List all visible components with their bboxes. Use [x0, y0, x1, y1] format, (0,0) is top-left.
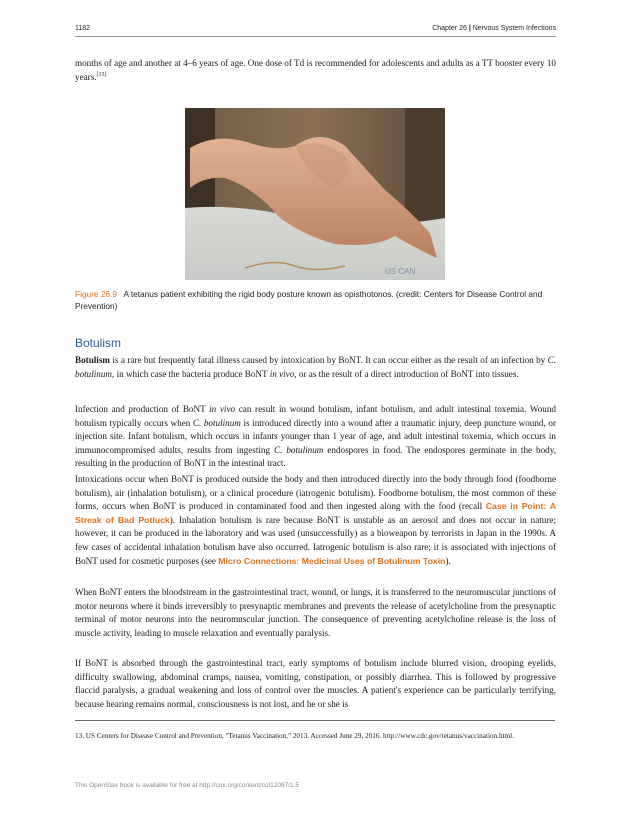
italic-term: in vivo: [209, 404, 236, 414]
svg-text:US CAN: US CAN: [385, 267, 416, 276]
header-rule: [75, 36, 556, 37]
chapter-number: Chapter 26: [432, 25, 467, 32]
page-number: 1182: [75, 25, 91, 32]
page-footer: This OpenStax book is available for free at http://cnx.org/content/col12087/1.5: [75, 782, 300, 789]
key-term: Botulism: [75, 355, 110, 365]
text-span: endospores in food. The endospores germinate in the body, resulting in the production of BoNT in the intestinal tract.: [75, 444, 556, 469]
paragraph-4: When BoNT enters the bloodstream in the gastrointestinal tract, wound, or lungs, it is transferred to the neuromuscular junctions of motor neurons where it binds irreversibly to presynaptic membranes and prevents the release of acetylcholine from the presynaptic terminal of motor neurons into the neuromuscular junction. The consequence of preventing acetylcholine release is the loss of muscle activity, leading to muscle relaxation and eventually paralysis.: [75, 587, 556, 638]
paragraph-1: [75, 354, 556, 381]
footnote: 13. US Centers for Disease Control and Prevention, "Tetanus Vaccination," 2013. Accessed June 29, 2016. http://www.cdc.gov/tetanus/vaccination.html.: [75, 732, 514, 740]
text-span: Infection and production of BoNT: [75, 404, 210, 414]
case-in-point-link[interactable]: Case in Point: A Streak of Bad Potluck: [75, 501, 556, 525]
paragraph-2: [75, 403, 556, 471]
figure-caption-text: A tetanus patient exhibiting the rigid body posture known as opisthotonos. (credit: Centers for Disease Control and Prevention): [75, 289, 543, 311]
text-span: ).: [445, 555, 451, 566]
paragraph-3: [75, 473, 556, 568]
intro-text: months of age and another at 4–6 years of age. One dose of Td is recommended for adolescents and adults as a TT booster every 10 years.: [75, 58, 556, 82]
text-span: , in which case the bacteria produce BoNT: [112, 368, 270, 379]
text-span: is a rare but frequently fatal illness caused by intoxication by BoNT. It can occur either as the result of an infection by: [110, 355, 548, 365]
italic-term: C. botulinum: [192, 417, 241, 428]
footnote-ref[interactable]: [13]: [96, 71, 107, 78]
figure-caption: [75, 289, 556, 312]
header-separator: |: [468, 25, 471, 32]
section-heading: Botulism: [75, 336, 122, 350]
footnote-rule: [75, 720, 555, 721]
text-span: ). Inhalation botulism is rare because BoNT is unstable as an aerosol and does not occur in nature; however, it can be produced in the laboratory and was used (unsuccessfully) as a bioweapon by terrorists in Japan in the 1990s. A few cases of accidental inhalation botulism have also occurred. Iatrogenic botulism is also rare; it is associated with injections of BoNT used for cosmetic purposes (see: [75, 514, 556, 566]
chapter-title: Nervous System Infections: [472, 25, 556, 32]
text-span: Intoxications occur when BoNT is produced outside the body and then introduced directly into the body through food (foodborne botulism), air (inhalation botulism), or a clinical procedure (iatrogenic botulism). Foodborne botulism, the most common of these forms, occurs when BoNT is produced in contaminated food and then ingested along with the food (recall: [75, 474, 556, 512]
figure-label: Figure 26.9: [75, 289, 117, 299]
micro-connections-link[interactable]: Micro Connections: Medicinal Uses of Botulinum Toxin: [218, 555, 446, 566]
text-span: is introduced directly into a wound after a traumatic injury, deep puncture wound, or injection site. Infant botulism, which occurs in infants younger than 1 year of age, and adult intestinal toxemia, which occurs in immunocompromised adults, results from ingesting: [75, 417, 556, 455]
italic-term: in vivo: [269, 368, 295, 379]
running-header: [432, 25, 556, 32]
text-span: can result in wound botulism, infant botulism, and adult intestinal toxemia. Wound botulism typically occurs when: [75, 404, 556, 428]
italic-term: C. botulinum: [274, 444, 324, 455]
text-span: , or as the result of a direct introduction of BoNT into tissues.: [294, 368, 519, 379]
intro-paragraph: [75, 57, 556, 84]
opisthotonos-photo: [185, 108, 445, 280]
italic-term: C. botulinum: [75, 355, 556, 379]
paragraph-5: If BoNT is absorbed through the gastrointestinal tract, early symptoms of botulism include blurred vision, drooping eyelids, difficulty swallowing, abdominal cramps, nausea, vomiting, constipation, or possibly diarrhea. This is followed by progressive flaccid paralysis, a gradual weakening and loss of control over the muscles. A patient's experience can be particularly terrifying, because hearing remains normal, consciousness is not lost, and he or she is: [75, 658, 556, 709]
